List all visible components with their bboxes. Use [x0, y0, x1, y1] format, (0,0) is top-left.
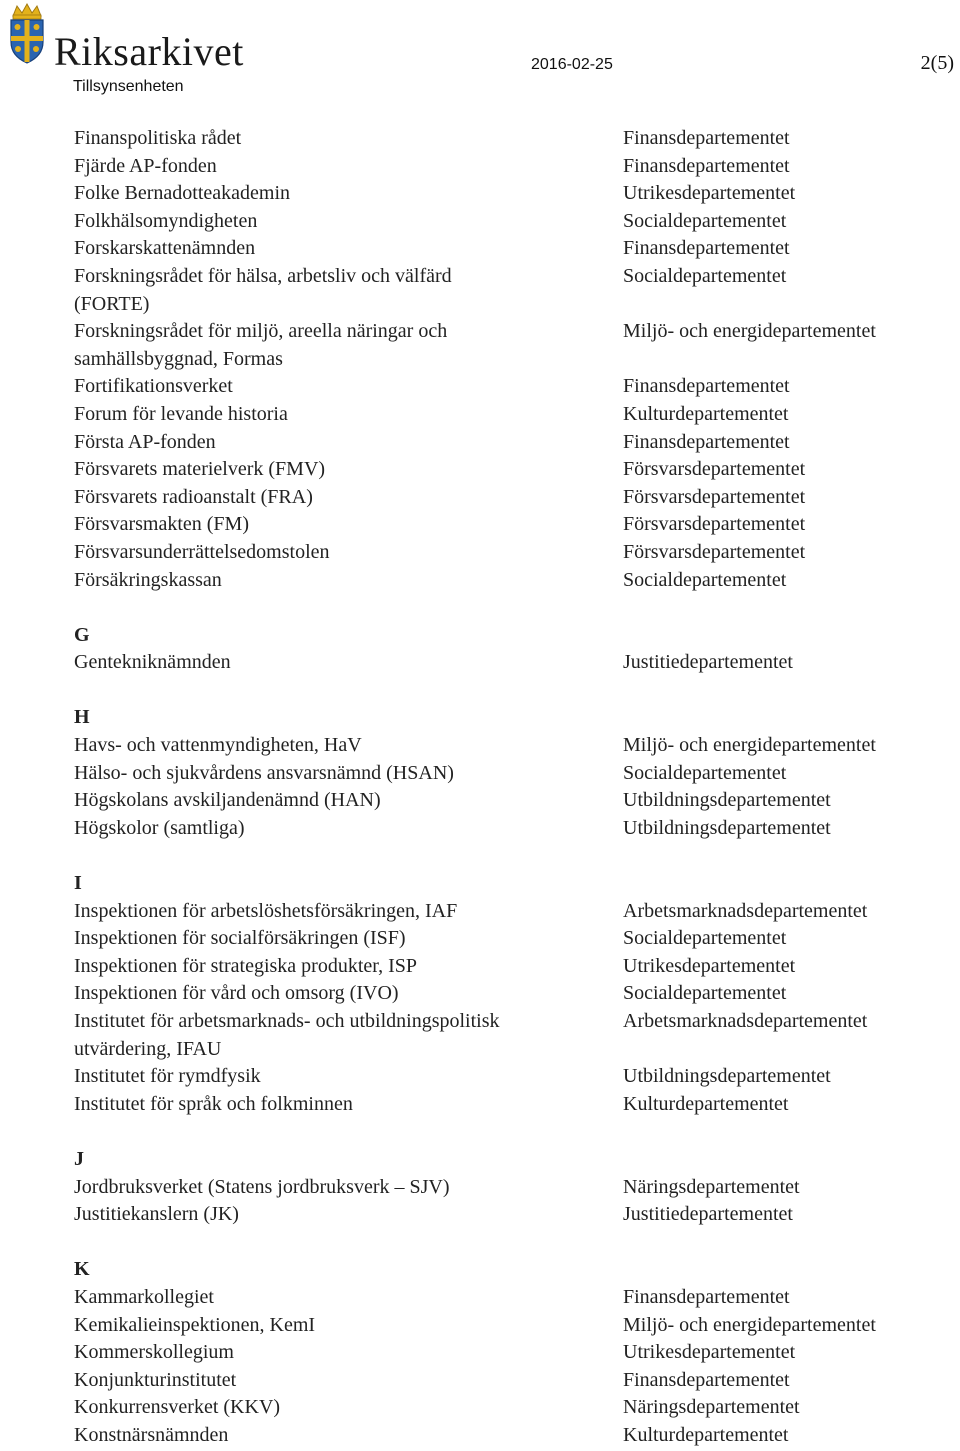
- agency-name: Försvarsmakten (FM): [74, 513, 249, 536]
- agency-name: Fortifikationsverket: [74, 375, 233, 398]
- document-date: 2016-02-25: [531, 56, 613, 73]
- table-row: [0, 511, 960, 539]
- table-row: [0, 953, 960, 981]
- section-letter: I: [74, 872, 82, 895]
- agency-name: Forum för levande historia: [74, 402, 288, 425]
- table-row: [0, 567, 960, 595]
- table-row: [0, 1422, 960, 1450]
- ministry-name: Kulturdepartementet: [623, 1092, 789, 1115]
- table-row: [0, 180, 960, 208]
- agency-name: Fjärde AP-fonden: [74, 154, 217, 177]
- page-number: 2(5): [920, 52, 954, 74]
- ministry-name: Utrikesdepartementet: [623, 1341, 796, 1364]
- agency-name: Konkurrensverket (KKV): [74, 1396, 281, 1419]
- table-row: [0, 1174, 960, 1202]
- ministry-name: Justitiedepartementet: [623, 651, 793, 674]
- table-row: [0, 291, 960, 319]
- table-row: [0, 925, 960, 953]
- agency-name: Gentekniknämnden: [74, 651, 231, 674]
- ministry-name: Kulturdepartementet: [623, 1423, 789, 1446]
- ministry-name: Utrikesdepartementet: [623, 182, 796, 205]
- section-letter: J: [74, 1147, 84, 1170]
- agency-list: [0, 125, 960, 1450]
- agency-name: Kommerskollegium: [74, 1341, 234, 1364]
- table-row: [0, 815, 960, 843]
- page-header: [0, 0, 960, 110]
- ministry-name: Finansdepartementet: [623, 430, 790, 453]
- ministry-name: Finansdepartementet: [623, 375, 790, 398]
- ministry-name: Finansdepartementet: [623, 1368, 790, 1391]
- agency-name: Folke Bernadotteakademin: [74, 182, 291, 205]
- agency-name: Högskolor (samtliga): [74, 816, 245, 839]
- agency-name: Institutet för rymdfysik: [74, 1065, 261, 1088]
- agency-name: Havs- och vattenmyndigheten, HaV: [74, 734, 362, 757]
- ministry-name: Arbetsmarknadsdepartementet: [623, 1010, 868, 1032]
- agency-name: utvärdering, IFAU: [74, 1037, 222, 1060]
- table-row: [0, 649, 960, 677]
- ministry-name: Finansdepartementet: [623, 237, 790, 260]
- ministry-name: Utrikesdepartementet: [623, 954, 796, 977]
- ministry-name: Miljö- och energidepartementet: [623, 320, 876, 343]
- ministry-name: Kulturdepartementet: [623, 402, 789, 425]
- ministry-name: Försvarsdepartementet: [623, 485, 806, 508]
- ministry-name: Miljö- och energidepartementet: [623, 1313, 876, 1336]
- ministry-name: Socialdepartementet: [623, 568, 787, 591]
- section-letter: H: [74, 706, 90, 729]
- agency-name: Kammarkollegiet: [74, 1285, 214, 1308]
- section-gap: [0, 842, 960, 870]
- ministry-name: Miljö- och energidepartementet: [623, 734, 876, 757]
- agency-name: Kemikalieinspektionen, KemI: [74, 1313, 316, 1336]
- table-row: [0, 732, 960, 760]
- table-row: [0, 373, 960, 401]
- agency-name: Försvarets materielverk (FMV): [74, 458, 326, 481]
- section-letter: G: [74, 623, 90, 646]
- agency-name: Finanspolitiska rådet: [74, 127, 242, 149]
- ministry-name: Utbildningsdepartementet: [623, 816, 831, 839]
- table-row: [0, 1036, 960, 1064]
- table-row: [0, 1339, 960, 1367]
- table-row: [0, 263, 960, 291]
- table-row: [0, 1091, 960, 1119]
- section-heading: [0, 1256, 960, 1284]
- section-gap: [0, 594, 960, 622]
- agency-name: Inspektionen för socialförsäkringen (ISF): [74, 927, 406, 950]
- ministry-name: Näringsdepartementet: [623, 1396, 800, 1419]
- ministry-name: Arbetsmarknadsdepartementet: [623, 899, 868, 922]
- section-gap: [0, 677, 960, 705]
- agency-name: Försäkringskassan: [74, 568, 222, 591]
- agency-name: Konjunkturinstitutet: [74, 1368, 237, 1391]
- agency-name: Inspektionen för strategiska produkter, ISP: [74, 954, 418, 977]
- agency-name: Justitiekanslern (JK): [74, 1203, 239, 1226]
- table-row: [0, 787, 960, 815]
- department-unit: Tillsynsenheten: [73, 78, 184, 95]
- table-row: [0, 346, 960, 374]
- agency-name: Konstnärsnämnden: [74, 1423, 229, 1446]
- table-row: [0, 760, 960, 788]
- agency-name: Inspektionen för arbetslöshetsförsäkringen, IAF: [74, 899, 458, 922]
- coat-of-arms-icon: [3, 2, 51, 66]
- agency-name: Inspektionen för vård och omsorg (IVO): [74, 982, 399, 1005]
- logo-wordmark: Riksarkivet: [54, 29, 244, 74]
- section-heading: [0, 870, 960, 898]
- agency-name: Folkhälsomyndigheten: [74, 209, 258, 232]
- ministry-name: Försvarsdepartementet: [623, 513, 806, 536]
- ministry-name: Socialdepartementet: [623, 927, 787, 950]
- table-row: [0, 1063, 960, 1091]
- section-heading: [0, 704, 960, 732]
- agency-name: Forskarskattenämnden: [74, 237, 256, 260]
- table-row: [0, 1284, 960, 1312]
- table-row: [0, 1367, 960, 1395]
- ministry-name: Finansdepartementet: [623, 1285, 790, 1308]
- table-row: [0, 1394, 960, 1422]
- ministry-name: Socialdepartementet: [623, 761, 787, 784]
- table-row: [0, 235, 960, 263]
- table-row: [0, 208, 960, 236]
- table-row: [0, 539, 960, 567]
- agency-name: Försvarsunderrättelsedomstolen: [74, 540, 330, 563]
- ministry-name: Försvarsdepartementet: [623, 458, 806, 481]
- agency-name: Forskningsrådet för miljö, areella näringar och: [74, 320, 448, 343]
- section-gap: [0, 1229, 960, 1257]
- table-row: [0, 484, 960, 512]
- ministry-name: Finansdepartementet: [623, 154, 790, 177]
- table-row: [0, 898, 960, 926]
- agency-name: samhällsbyggnad, Formas: [74, 347, 283, 370]
- agency-name: Forskningsrådet för hälsa, arbetsliv och välfärd: [74, 264, 452, 287]
- table-row: [0, 429, 960, 457]
- table-row: [0, 1201, 960, 1229]
- agency-name: Högskolans avskiljandenämnd (HAN): [74, 789, 381, 812]
- ministry-name: Näringsdepartementet: [623, 1175, 800, 1198]
- ministry-name: Socialdepartementet: [623, 264, 787, 287]
- section-letter: K: [74, 1258, 90, 1281]
- agency-name: Försvarets radioanstalt (FRA): [74, 485, 313, 508]
- ministry-name: Försvarsdepartementet: [623, 540, 806, 563]
- ministry-name: Finansdepartementet: [623, 127, 790, 149]
- table-row: [0, 153, 960, 181]
- table-row: [0, 980, 960, 1008]
- agency-name: Jordbruksverket (Statens jordbruksverk – SJV): [74, 1175, 450, 1198]
- table-row: [0, 456, 960, 484]
- ministry-name: Utbildningsdepartementet: [623, 1065, 831, 1088]
- section-heading: [0, 622, 960, 650]
- section-gap: [0, 1118, 960, 1146]
- agency-name: Första AP-fonden: [74, 430, 216, 453]
- ministry-name: Socialdepartementet: [623, 209, 787, 232]
- ministry-name: Utbildningsdepartementet: [623, 789, 831, 812]
- table-row: [0, 401, 960, 429]
- table-row: [0, 125, 960, 153]
- agency-name: Hälso- och sjukvårdens ansvarsnämnd (HSAN): [74, 761, 454, 784]
- table-row: [0, 1008, 960, 1036]
- agency-name: (FORTE): [74, 292, 150, 315]
- ministry-name: Justitiedepartementet: [623, 1203, 793, 1226]
- table-row: [0, 318, 960, 346]
- table-row: [0, 1312, 960, 1340]
- section-heading: [0, 1146, 960, 1174]
- agency-name: Institutet för språk och folkminnen: [74, 1092, 353, 1115]
- agency-name: Institutet för arbetsmarknads- och utbildningspolitisk: [74, 1010, 500, 1032]
- ministry-name: Socialdepartementet: [623, 982, 787, 1005]
